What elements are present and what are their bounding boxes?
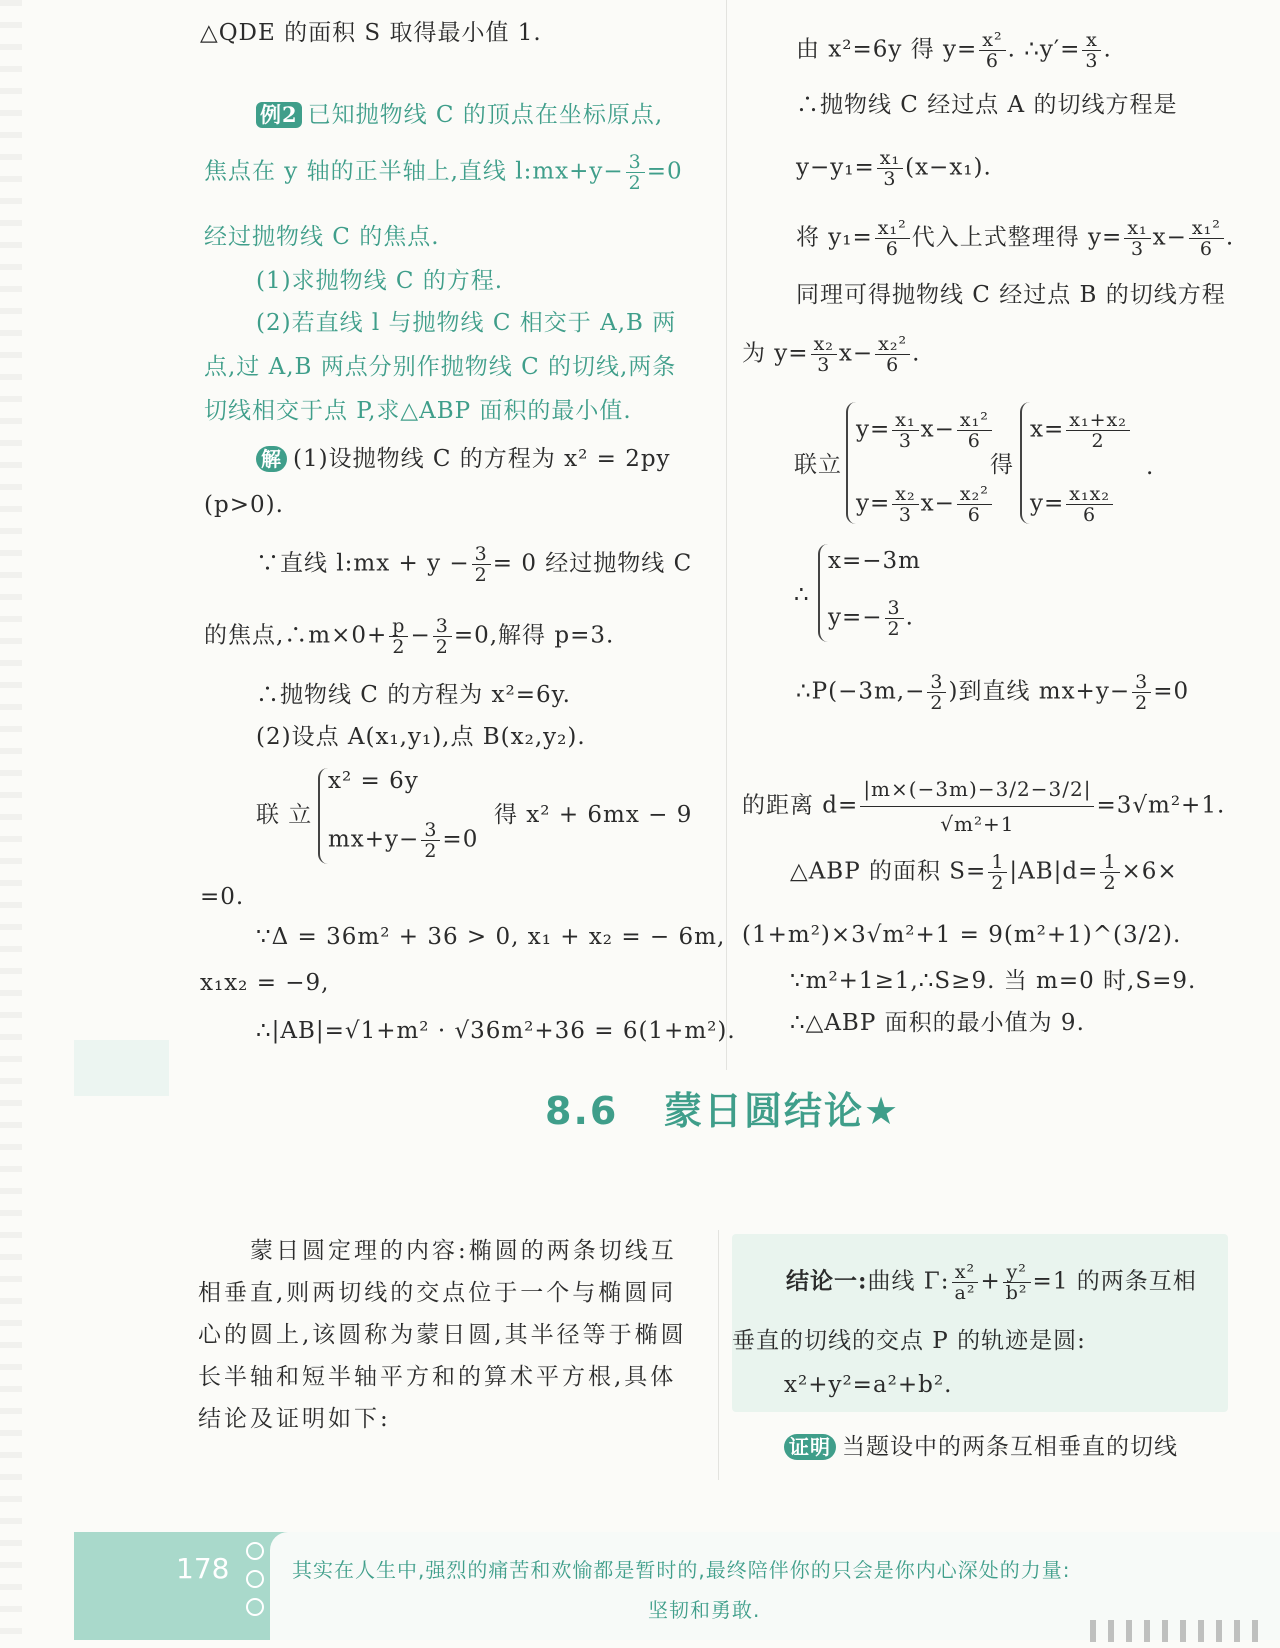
fraction: $\frac{\text{x₂}}{3}$ — [811, 334, 837, 375]
fraction: $\frac{\text{x₂²}}{6}$ — [957, 484, 992, 525]
section-heading — [545, 1080, 900, 1135]
fraction: $\frac{p}{2}$ — [389, 616, 408, 657]
solution-line: =0. — [200, 884, 245, 910]
page-edge — [0, 0, 22, 1648]
system-result: x=−3m — [828, 548, 921, 574]
fraction: $\frac{\text{y²}}{\text{b²}}$ — [1003, 1262, 1031, 1303]
conclusion-line: 垂直的切线的交点 P 的轨迹是圆: — [732, 1328, 1086, 1354]
solution-line: (1+m²)×3√m²+1 = 9(m²+1)^(3/2). — [742, 922, 1182, 948]
fraction: $\frac{1}{2}$ — [988, 852, 1007, 893]
fraction: $\frac{\text{x₁²}}{6}$ — [957, 410, 992, 451]
system-label: 联 立 — [256, 802, 313, 828]
system-result: y=− $\frac{3}{2}$ . — [828, 597, 914, 640]
fraction: $\frac{3}{2}$ — [421, 820, 440, 861]
fraction: $\frac{\text{x²}}{6}$ — [979, 30, 1005, 71]
example-tag: 例2 — [256, 102, 302, 128]
fraction: $\frac{1}{2}$ — [1100, 852, 1119, 893]
system-equation: mx+y− $\frac{3}{2}$ =0 — [328, 819, 479, 862]
example-question-line: 点,过 A,B 两点分别作抛物线 C 的切线,两条 — [204, 354, 677, 380]
footer-quote-line2: 坚韧和勇敢. — [648, 1598, 761, 1622]
binder-ring-icon — [246, 1542, 264, 1560]
fraction: $\frac{\text{x₁²}}{6}$ — [1189, 218, 1224, 259]
system-connector: 得 — [990, 452, 1014, 478]
fraction: $\frac{3}{2}$ — [1132, 672, 1151, 713]
system-result: y= $\frac{\text{x₁x₂}}{6}$ — [1030, 484, 1115, 525]
fraction: $\frac{\text{x₂}}{3}$ — [892, 484, 918, 525]
system-label: 联立 — [794, 452, 842, 478]
system-equation: y= $\frac{\text{x₂}}{3}$ x− $\frac{\text{x₂²}}{6}$ — [856, 484, 994, 525]
fraction: $\frac{\text{x₁}}{3}$ — [877, 148, 903, 189]
column-divider — [726, 0, 727, 1070]
solution-line: (p>0). — [204, 492, 284, 518]
fraction: $\frac{\text{x₁x₂}}{6}$ — [1066, 484, 1113, 525]
fraction: $\frac{\text{x₁²}}{6}$ — [875, 218, 910, 259]
section-number: 8.6 — [545, 1089, 619, 1133]
fraction: $\frac{\text{x₁}}{3}$ — [1124, 218, 1150, 259]
fraction: $\frac{3}{2}$ — [433, 616, 452, 657]
solution-line: ∵m²+1≥1,∴S≥9. 当 m=0 时,S=9. — [790, 968, 1197, 994]
distance-fraction: $\frac{|m\times(-3m)-3/2-3/2|}{\text{√m²+1}}$ — [860, 772, 1094, 841]
example-question-part2: (2)若直线 l 与抛物线 C 相交于 A,B 两 — [256, 310, 677, 336]
fraction: $\frac{\text{x₂²}}{6}$ — [875, 334, 910, 375]
example-question-line: 切线相交于点 P,求△ABP 面积的最小值. — [204, 398, 632, 424]
example-question-part1: (1)求抛物线 C 的方程. — [256, 268, 504, 294]
solution-line: ∴P(−3m,− $\frac{3}{2}$ )到直线 mx+y− $\frac{3}{2}$ =0 — [796, 671, 1190, 714]
solution-line: 将 y₁= $\frac{\text{x₁²}}{6}$ 代入上式整理得 y= $\frac{\text{x₁}}{3}$ x− $\frac{\text{x₁²}}{6}$ . — [796, 217, 1235, 260]
solution-line: 由 x²=6y 得 y= $\frac{\text{x²}}{6}$ . ∴y′= $\frac{x}{3}$ . — [796, 29, 1112, 72]
system-result: 得 x² + 6mx − 9 — [494, 802, 693, 828]
solution-line: ∴|AB|=√1+m² · √36m²+36 = 6(1+m²). — [256, 1018, 736, 1044]
proof-tag: 证明 — [784, 1434, 836, 1460]
conclusion-label: 结论一: — [786, 1267, 868, 1295]
fraction: $\frac{x}{3}$ — [1082, 30, 1101, 71]
fraction: $\frac{3}{2}$ — [626, 152, 645, 193]
page-number: 178 — [176, 1552, 230, 1585]
example-question-line: 经过抛物线 C 的焦点. — [204, 224, 440, 250]
previous-conclusion: △QDE 的面积 S 取得最小值 1. — [200, 20, 542, 46]
system-equation: y= $\frac{\text{x₁}}{3}$ x− $\frac{\text{x₁²}}{6}$ — [856, 410, 994, 451]
conclusion-formula: x²+y²=a²+b². — [784, 1372, 953, 1398]
margin-shade — [74, 1040, 169, 1096]
footer-quote-line1: 其实在人生中,强烈的痛苦和欢愉都是暂时的,最终陪伴你的只会是你内心深处的力量: — [292, 1558, 1071, 1582]
solution-line: ∵直线 l:mx + y − $\frac{3}{2}$ = 0 经过抛物线 C — [256, 543, 693, 586]
system-result: x= $\frac{\text{x₁+x₂}}{2}$ — [1030, 410, 1132, 451]
solution-line: ∴抛物线 C 的方程为 x²=6y. — [256, 682, 571, 708]
solution-line: ∴△ABP 面积的最小值为 9. — [790, 1010, 1085, 1036]
section-title: 蒙日圆结论★ — [664, 1089, 901, 1133]
proof-line: 证明 当题设中的两条互相垂直的切线 — [784, 1432, 1178, 1462]
solution-tag: 解 — [256, 446, 287, 472]
fraction: $\frac{3}{2}$ — [885, 598, 904, 639]
therefore-symbol: ∴ — [794, 582, 810, 608]
paragraph-line: 相垂直,则两切线的交点位于一个与椭圆同 — [198, 1280, 677, 1306]
example-question-line: 例2 已知抛物线 C 的顶点在坐标原点, — [256, 100, 663, 130]
binder-ring-icon — [246, 1570, 264, 1588]
binder-ring-icon — [246, 1598, 264, 1616]
paragraph-line: 蒙日圆定理的内容:椭圆的两条切线互 — [250, 1238, 677, 1264]
solution-line: (2)设点 A(x₁,y₁),点 B(x₂,y₂). — [256, 724, 586, 750]
system-equation: x² = 6y — [328, 768, 419, 794]
paragraph-line: 结论及证明如下: — [198, 1406, 391, 1432]
punctuation: . — [1146, 454, 1155, 480]
solution-line: ∵Δ = 36m² + 36 > 0, x₁ + x₂ = − 6m, — [256, 924, 726, 950]
fraction: $\frac{\text{x₁+x₂}}{2}$ — [1066, 410, 1130, 451]
fraction: $\frac{3}{2}$ — [927, 672, 946, 713]
paragraph-line: 心的圆上,该圆称为蒙日圆,其半径等于椭圆 — [198, 1322, 687, 1348]
solution-line: 的焦点,∴m×0+ $\frac{p}{2}$ − $\frac{3}{2}$ =0,解得 p=3. — [204, 615, 615, 658]
fraction: $\frac{3}{2}$ — [472, 544, 491, 585]
solution-line: 解 (1)设抛物线 C 的方程为 x² = 2py — [256, 444, 671, 474]
fraction: $\frac{\text{x₁}}{3}$ — [892, 410, 918, 451]
example-question-line: 焦点在 y 轴的正半轴上,直线 l:mx+y− $\frac{3}{2}$ =0 — [204, 151, 683, 194]
solution-line: △ABP 的面积 S= $\frac{1}{2}$ |AB|d= $\frac{1}{2}$ ×6× — [790, 851, 1178, 894]
column-divider — [718, 1230, 719, 1480]
solution-line: y−y₁= $\frac{\text{x₁}}{3}$ (x−x₁). — [796, 147, 992, 190]
fraction: $\frac{\text{x²}}{\text{a²}}$ — [952, 1262, 979, 1303]
paragraph-line: 长半轴和短半轴平方和的算术平方根,具体 — [198, 1364, 677, 1390]
solution-line: 为 y= $\frac{\text{x₂}}{3}$ x− $\frac{\text{x₂²}}{6}$ . — [742, 333, 921, 376]
watermark-mark — [1090, 1620, 1260, 1642]
solution-line: x₁x₂ = −9, — [200, 970, 330, 996]
solution-line: 同理可得抛物线 C 经过点 B 的切线方程 — [796, 282, 1226, 308]
solution-line: 的距离 d= $\frac{|m\times(-3m)-3/2-3/2|}{\text{√m²+1}}$ =3√m²+1. — [742, 772, 1225, 841]
solution-line: ∴抛物线 C 经过点 A 的切线方程是 — [796, 92, 1178, 118]
conclusion-line: 结论一:曲线 Γ: $\frac{\text{x²}}{\text{a²}}$ + $\frac{\text{y²}}{\text{b²}}$ =1 的两条互相 — [786, 1261, 1197, 1304]
